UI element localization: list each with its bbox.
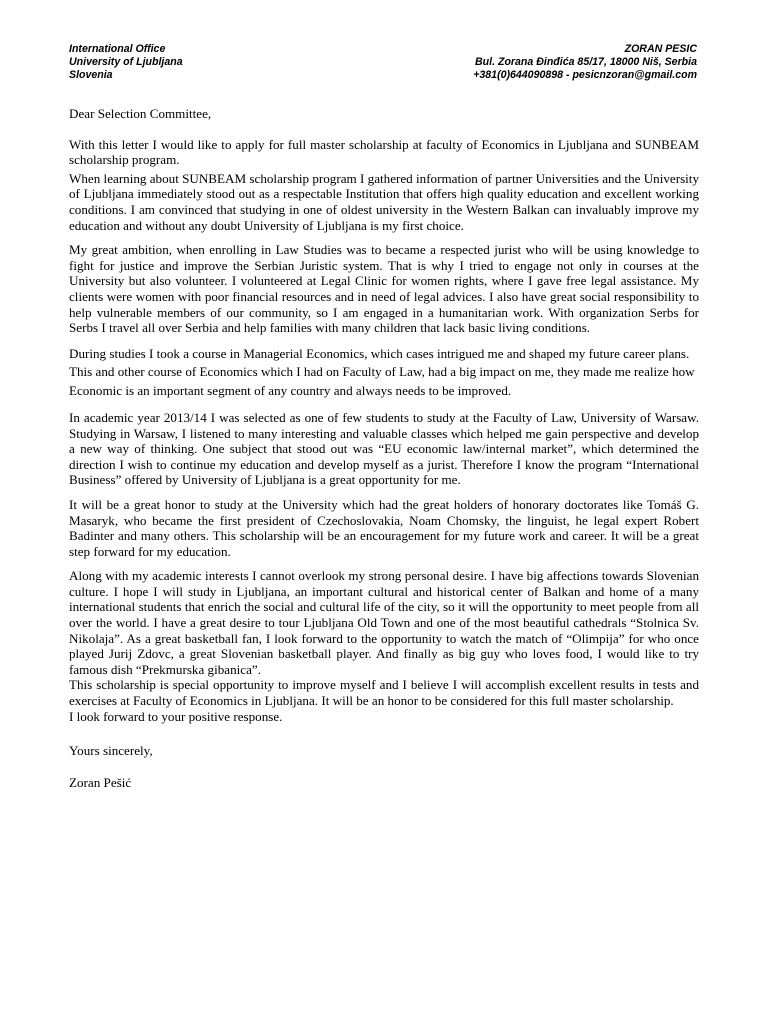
sender-address bbox=[357, 43, 697, 83]
paragraph: During studies I took a course in Managerial Economics, which cases intrigued me and shaped my future career plans. This and other course of Economics which I had on Faculty of Law, had a big impact on me, they made me realize how Economic is an important segment of any country and always needs to be improved. bbox=[69, 345, 695, 398]
greeting: Dear Selection Committee, bbox=[69, 106, 212, 121]
paragraph: My great ambition, when enrolling in Law Studies was to became a respected jurist who will be using knowledge to fight for justice and improve the Serbian Juristic system. That is why I tried to engage not only in courses at the University but also volunteer. I volunteered at Legal Clinic for women rights, where I gave free legal assistance. My clients were women with poor financial resources and in need of legal advices. I also have great social responsibility to help vulnerable members of our community, so I am engaged in a humanitarian work. With organization Serbs for Serbs I travel all over Serbia and help families with many children that lack basic living conditions. bbox=[69, 242, 699, 336]
paragraph: Along with my academic interests I cannot overlook my strong personal desire. I have big affections towards Slovenian culture. I hope I will study in Ljubljana, an important cultural and historical center of Balkan and home of a many international students that enrich the social and cultural life of the city, so it will the opportunity to meet people from all over the world. I have a great desire to tour Ljubljana Old Town and one of the most beautiful cathedrals “Stolnica Sv. Nikolaja”. As a great basketball fan, I look forward to the opportunity to watch the match of “Olimpija” for who once played Jurij Zdovc, a great Slovenian basketball player. And finally as big guy who loves food, I would like to try famous dish “Prekmurska gibanica”. bbox=[69, 568, 699, 677]
paragraph: It will be a great honor to study at the University which had the great holders of honorary doctorates like Tomáš G. Masaryk, who became the first president of Czechoslovakia, Noam Chomsky, the linguist, he legal expert Robert Badinter and many others. This scholarship will be an encouragement for my future work and career. It will be a great step forward for my education. bbox=[69, 496, 699, 559]
recipient-line: University of Ljubljana bbox=[69, 56, 183, 69]
recipient-line: International Office bbox=[69, 43, 166, 55]
paragraph: This scholarship is special opportunity to improve myself and I believe I will accomplish excellent results in tests and exercises at Faculty of Economics in Ljubljana. It will be an honor to be considered for this full master scholarship. bbox=[69, 677, 699, 709]
paragraph: When learning about SUNBEAM scholarship program I gathered information of partner Universities and the University of Ljubljana immediately stood out as a respectable Institution that offers high quality education and excellent working conditions. I am convinced that studying in one of oldest university in the Western Balkan can invaluably improve my education and without any doubt University of Ljubljana is my first choice. bbox=[69, 170, 699, 233]
sender-name: ZORAN PESIC bbox=[624, 43, 697, 55]
paragraph: In academic year 2013/14 I was selected as one of few students to study at the Faculty of Law, University of Warsaw. Studying in Warsaw, I listened to many interesting and valuable classes which helped me gain perspective and develop a new way of thinking. One subject that stood out was “EU economic law/internal market”, which determined the direction I wish to continue my education and develop myself as a jurist. Therefore I know the program “International Business” offered by University of Ljubljana is a great opportunity for me. bbox=[69, 409, 699, 488]
paragraph: I look forward to your positive response. bbox=[69, 708, 283, 724]
recipient-line: Slovenia bbox=[69, 69, 113, 82]
signature: Zoran Pešić bbox=[69, 774, 132, 790]
sender-contact: +381(0)644090898 - pesicnzoran@gmail.com bbox=[473, 69, 697, 82]
paragraph: With this letter I would like to apply for full master scholarship at faculty of Economics in Ljubljana and SUNBEAM scholarship program. bbox=[69, 136, 699, 168]
closing: Yours sincerely, bbox=[69, 743, 153, 759]
letter-body bbox=[69, 106, 699, 790]
recipient-address bbox=[69, 43, 369, 83]
sender-street: Bul. Zorana Đinđića 85/17, 18000 Niš, Serbia bbox=[475, 56, 697, 69]
